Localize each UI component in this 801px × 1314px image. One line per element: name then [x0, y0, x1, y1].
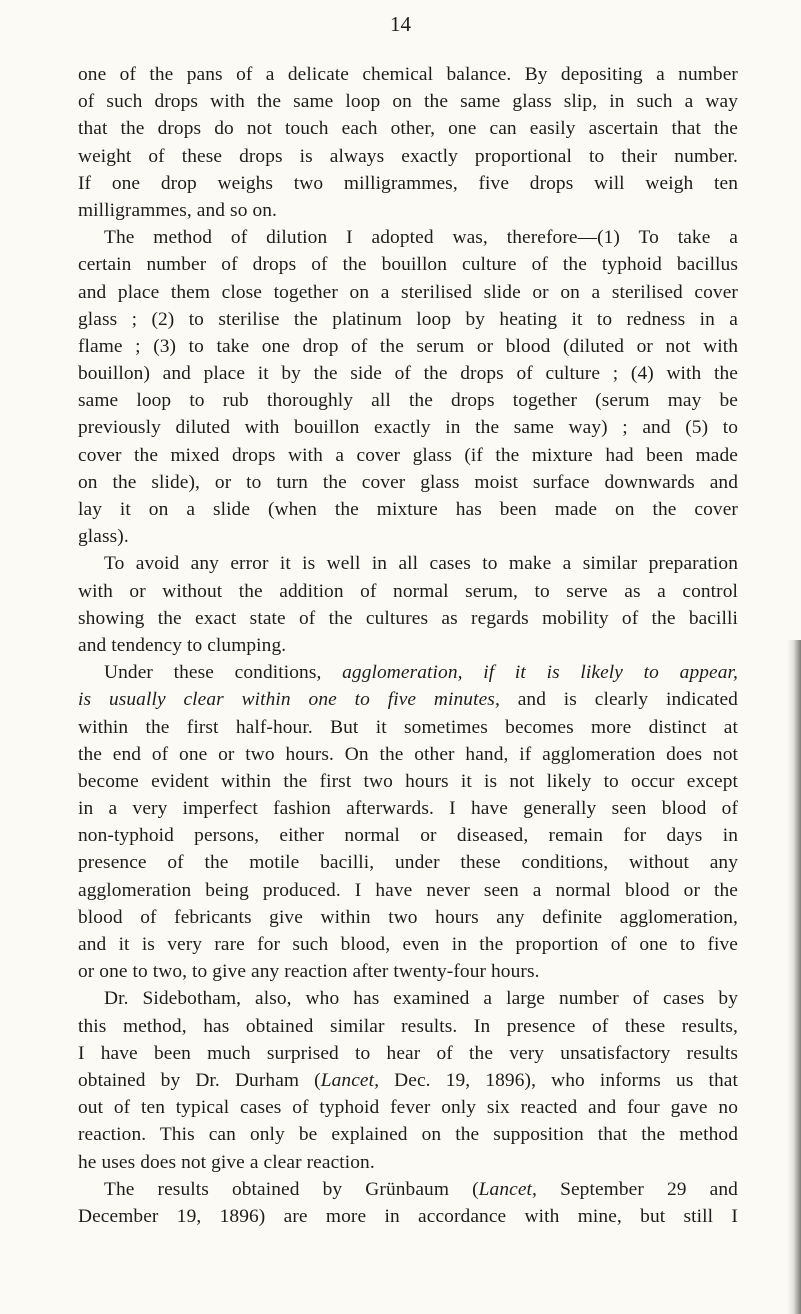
text-line [78, 115, 738, 142]
text-line [78, 632, 738, 659]
text-segment: in a very imperfect fashion afterwards. I have generally seen blood of [78, 798, 738, 820]
text-line [78, 958, 738, 985]
text-line [78, 523, 738, 550]
text-line [78, 387, 738, 414]
text-segment: same loop to rub thoroughly all the drops together (serum may be [78, 390, 738, 412]
italic-text: Lancet, [478, 1178, 537, 1200]
text-segment: become evident within the first two hours it is not likely to occur except [78, 770, 738, 792]
text-line [78, 414, 738, 441]
text-segment: certain number of drops of the bouillon culture of the typhoid bacillus [78, 254, 738, 276]
text-line [78, 1013, 738, 1040]
text-segment: one of the pans of a delicate chemical balance. By depositing a number [78, 64, 738, 85]
text-line [78, 1121, 738, 1148]
text-segment: flame ; (3) to take one drop of the serum or blood (diluted or not with [78, 335, 738, 357]
text-line [78, 306, 738, 333]
text-segment: that the drops do not touch each other, one can easily ascertain that the [78, 118, 738, 140]
text-segment: showing the exact state of the cultures as regards mobility of the bacilli [78, 607, 738, 629]
text-segment: cover the mixed drops with a cover glass (if the mixture had been made [78, 444, 738, 466]
text-line [78, 985, 738, 1012]
text-line [78, 659, 738, 686]
text-line [78, 251, 738, 278]
text-segment: glass). [78, 526, 129, 548]
text-line [78, 1176, 738, 1203]
text-line [78, 904, 738, 931]
text-line [78, 1040, 738, 1067]
text-segment: I have been much surprised to hear of the very unsatisfactory results [78, 1042, 738, 1064]
text-line [78, 686, 738, 713]
text-line [78, 849, 738, 876]
text-segment: If one drop weighs two milligrammes, five drops will weigh ten [78, 172, 738, 194]
text-line [78, 279, 738, 306]
text-line [78, 768, 738, 795]
text-line [78, 1203, 738, 1230]
text-segment: and tendency to clumping. [78, 634, 287, 656]
text-line [78, 931, 738, 958]
text-segment: he uses does not give a clear reaction. [78, 1151, 375, 1173]
text-line [78, 442, 738, 469]
text-segment: out of ten typical cases of typhoid fever only six reacted and four gave no [78, 1097, 738, 1119]
italic-text: is usually clear within one to five minutes, [78, 689, 500, 711]
text-line [78, 61, 738, 88]
text-line [78, 822, 738, 849]
text-line [78, 578, 738, 605]
text-line [78, 550, 738, 577]
text-segment: and is clearly indicated [499, 689, 738, 711]
text-segment: within the first half-hour. But it sometimes becomes more distinct at [78, 716, 738, 738]
text-segment: glass ; (2) to sterilise the platinum loop by heating it to redness in a [78, 308, 738, 330]
text-segment: reaction. This can only be explained on the supposition that the method [78, 1124, 738, 1146]
text-line [78, 88, 738, 115]
text-segment: on the slide), or to turn the cover glass moist surface downwards and [78, 471, 738, 493]
text-line [78, 197, 738, 224]
text-segment: milligrammes, and so on. [78, 199, 277, 221]
text-segment: Dr. Sidebotham, also, who has examined a large number of cases by [104, 988, 738, 1010]
text-line [78, 360, 738, 387]
text-line [78, 224, 738, 251]
text-segment: December 19, 1896) are more in accordance with mine, but still I [78, 1205, 738, 1227]
text-segment: the end of one or two hours. On the other hand, if agglomeration does not [78, 743, 738, 765]
text-line [78, 605, 738, 632]
text-segment: this method, has obtained similar results. In presence of these results, [78, 1015, 738, 1037]
text-line [78, 170, 738, 197]
text-line [78, 496, 738, 523]
italic-text: Lancet, [320, 1069, 380, 1091]
text-line [78, 1067, 738, 1094]
text-line [78, 795, 738, 822]
text-segment: of such drops with the same loop on the same glass slip, in such a way [78, 91, 738, 113]
text-segment: with or without the addition of normal serum, to serve as a control [78, 580, 738, 602]
text-segment: presence of the motile bacilli, under these conditions, without any [78, 852, 738, 874]
body-text [78, 61, 738, 1230]
text-segment: weight of these drops is always exactly proportional to their number. [78, 145, 738, 167]
text-segment: Dec. 19, 1896), who informs us that [379, 1069, 738, 1091]
text-line [78, 1149, 738, 1176]
text-line [78, 741, 738, 768]
text-segment: lay it on a slide (when the mixture has been made on the cover [78, 499, 738, 520]
text-segment: non-typhoid persons, either normal or diseased, remain for days in [78, 825, 738, 847]
italic-text: agglomeration, if it is likely to appear, [342, 662, 738, 684]
text-segment: The results obtained by Grünbaum ( [104, 1178, 479, 1200]
text-line [78, 143, 738, 170]
text-line [78, 714, 738, 741]
scan-shadow-edge [787, 640, 801, 1314]
text-line [78, 1094, 738, 1121]
text-line [78, 469, 738, 496]
text-segment: agglomeration being produced. I have never seen a normal blood or the [78, 879, 738, 901]
text-segment: previously diluted with bouillon exactly in the same way) ; and (5) to [78, 417, 738, 439]
text-segment: or one to two, to give any reaction after twenty-four hours. [78, 961, 540, 983]
text-line [78, 877, 738, 904]
text-segment: obtained by Dr. Durham ( [78, 1069, 321, 1091]
page-number: 14 [390, 12, 411, 36]
text-segment: and it is very rare for such blood, even in the proportion of one to five [78, 934, 738, 955]
text-line [78, 333, 738, 360]
text-segment: The method of dilution I adopted was, therefore—(1) To take a [104, 227, 738, 249]
text-segment: September 29 and [537, 1178, 738, 1200]
text-segment: and place them close together on a sterilised slide or on a sterilised cover [78, 281, 738, 303]
text-segment: Under these conditions, [104, 662, 343, 684]
text-segment: bouillon) and place it by the side of the drops of culture ; (4) with the [78, 363, 738, 385]
text-segment: To avoid any error it is well in all cases to make a similar preparation [104, 553, 738, 575]
text-segment: blood of febricants give within two hours any definite agglomeration, [78, 906, 738, 928]
